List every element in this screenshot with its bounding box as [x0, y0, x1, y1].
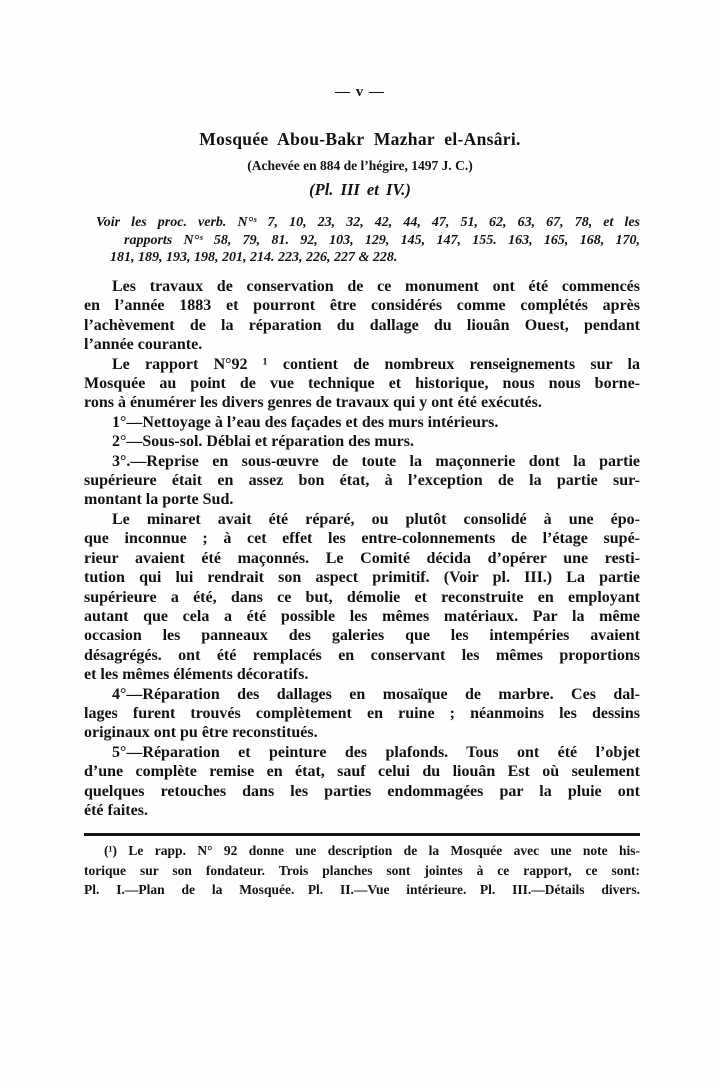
- body-text: [84, 277, 640, 820]
- text-line: en l’année 1883 et pourront être considérés comme complétés après: [84, 297, 640, 315]
- text-line: supérieure était en assez bon état, à l’exception de la partie sur-: [84, 472, 640, 490]
- paragraph: [84, 743, 640, 821]
- paragraph: [84, 510, 640, 685]
- footnote-line: Pl. I.—Plan de la Mosquée. Pl. II.—Vue intérieure. Pl. III.—Détails divers.: [84, 882, 640, 897]
- footnote: [84, 841, 640, 900]
- text-line: Mosquée au point de vue technique et historique, nous nous borne-: [84, 375, 640, 393]
- text-line: 5°—Réparation et peinture des plafonds. Tous ont été l’objet: [112, 743, 640, 761]
- footnote-divider: [84, 833, 640, 836]
- text-line: été faites.: [84, 801, 148, 819]
- text-line: tution qui lui rendrait son aspect primitif. (Voir pl. III.) La partie: [84, 569, 640, 587]
- reference-line: 181, 189, 193, 198, 201, 214. 223, 226, 227 & 228.: [110, 250, 398, 266]
- text-line: Le minaret avait été réparé, ou plutôt consolidé à une épo-: [112, 510, 640, 528]
- text-line: et les mêmes éléments décoratifs.: [84, 666, 309, 684]
- paragraph: [84, 685, 640, 743]
- text-line: Les travaux de conservation de ce monument ont été commencés: [112, 278, 640, 295]
- text-line: d’une complète remise en état, sauf celui du liouân Est où seulement: [84, 763, 640, 781]
- text-line: quelques retouches dans les parties endommagées par la pluie ont: [84, 782, 640, 800]
- text-line: autant que cela a été possible les mêmes matériaux. Par la même: [84, 607, 640, 625]
- text-line: Le rapport N°92 ¹ contient de nombreux renseignements sur la: [112, 355, 640, 373]
- paragraph: [84, 432, 640, 451]
- paragraph: [84, 277, 640, 355]
- page-title: Mosquée Abou-Bakr Mazhar el-Ansâri.: [199, 129, 521, 149]
- text-line: originaux ont pu être reconstitués.: [84, 724, 318, 742]
- text-line: rons à énumérer les divers genres de travaux qui y ont été exécutés.: [84, 394, 542, 412]
- text-line: 2°—Sous-sol. Déblai et réparation des murs.: [112, 433, 414, 451]
- reference-line: rapports N°ˢ 58, 79, 81. 92, 103, 129, 145, 147, 155. 163, 165, 168, 170,: [124, 232, 640, 248]
- paragraph: [84, 413, 640, 432]
- text-line: occasion les panneaux des galeries que les intempéries avaient: [84, 627, 640, 645]
- plates-reference: (Pl. III et IV.): [309, 180, 411, 199]
- text-line: 4°—Réparation des dallages en mosaïque de marbre. Ces dal-: [112, 685, 640, 703]
- text-line: supérieure a été, dans ce but, démolie et reconstruite en employant: [84, 588, 640, 606]
- text-line: l’année courante.: [84, 336, 203, 354]
- paragraph: [84, 355, 640, 413]
- text-line: l’achèvement de la réparation du dallage du liouân Ouest, pendant: [84, 316, 640, 334]
- reference-line: Voir les proc. verb. N°ˢ 7, 10, 23, 32, 42, 44, 47, 51, 62, 63, 67, 78, et les: [96, 215, 640, 230]
- text-line: 1°—Nettoyage à l’eau des façades et des murs intérieurs.: [112, 413, 499, 431]
- page-number: — v —: [335, 84, 385, 100]
- paragraph: [84, 452, 640, 510]
- footnote-line: torique sur son fondateur. Trois planches sont jointes à ce rapport, ce sont:: [84, 862, 640, 878]
- text-line: lages furent trouvés complètement en ruine ; néanmoins les dessins: [84, 704, 640, 722]
- text-line: 3°.—Reprise en sous-œuvre de toute la maçonnerie dont la partie: [112, 452, 640, 470]
- footnote-line: (¹) Le rapp. N° 92 donne une description de la Mosquée avec une note his-: [104, 843, 640, 858]
- text-line: rieur avaient été maçonnés. Le Comité décida d’opérer une resti-: [84, 549, 640, 567]
- text-line: que inconnue ; à cet effet les entre-colonnements de l’étage supé-: [84, 530, 640, 548]
- text-line: montant la porte Sud.: [84, 491, 234, 509]
- text-line: désagrégés. ont été remplacés en conservant les mêmes proportions: [84, 646, 640, 664]
- cross-reference-note: [84, 214, 640, 267]
- title-date-line: (Achevée en 884 de l’hégire, 1497 J. C.): [247, 158, 473, 173]
